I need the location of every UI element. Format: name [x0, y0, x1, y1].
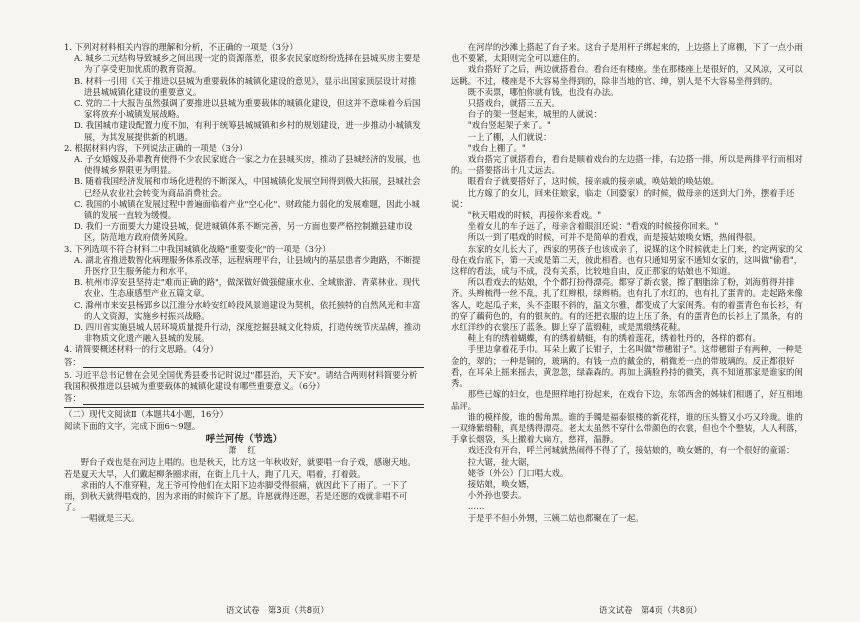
article-paragraph: 手里边拿着花手巾。耳朵上戴了长钳子，土名叫做"带穗钳子"。这带穗钳子有两种，一种是金的，翠的；一种是铜的，玻璃的。有钱一点的戴金的，稍微差一点的带玻璃的。反正都很好看，在耳朵上摇来摇去，黄忽忽，绿森森的。再加上满脸矜持的微笑，真不知道那家是谁家的闺秀。 [451, 344, 803, 389]
q5-stem: 5. 习近平总书记曾在会见全国优秀县委书记时说过"郡县治，天下安"。请结合两则材料简要分析我国积极推进以县城为重要载体的城镇化建设有哪些重要意义。（6分） [64, 369, 418, 392]
left-page-footer: 语文试卷 第3页（共8页） [226, 605, 329, 615]
q4-answer-rule[interactable] [83, 358, 424, 368]
article-paragraph: 一上了棚，人们就说： [467, 131, 552, 142]
article-paragraph: 接姑娘，唤女婿， [467, 478, 535, 489]
q3-option-d: D. 四川省实施县城人居环境质量提升行动，深度挖掘县城文化特质，打造传统节庆品牌，推动非物质文化遗产融入县城的发展。 [74, 322, 421, 344]
q4-stem: 4. 请简要概述材料一的行文思路。（4分） [64, 344, 219, 355]
right-page [451, 42, 807, 524]
article-paragraph: 谁的模样俊，谁的髻角黑。谁的手镯是福泰银楼的新花样，谁的压头簪又小巧又玲珑。谁的一双绛紫缎鞋，真是绣得漂亮。老太太虽然不穿什么带颜色的衣裳，但也个个整装，人人利落，手拿长烟袋，头上撤着大扁方，慈祥，温静。 [451, 411, 803, 445]
right-page-footer: 语文试卷 第4页（共8页） [599, 605, 702, 615]
q5-answer-rule[interactable] [83, 395, 424, 405]
article-paragraph: "秋天唱戏的时候，再接你来看戏。" [467, 210, 602, 221]
article-paragraph: 只搭戏台，就搭三五天。 [467, 98, 560, 109]
q5-answer-line[interactable] [64, 393, 424, 404]
article-paragraph: 既不卖票，哪怕你就有钱，也没有办法。 [467, 86, 619, 97]
article-paragraph: 一唱就是三天。 [80, 513, 140, 524]
article-paragraph: 戏台搭好了之后，两边就搭看台。看台还有楼座。坐在那楼座上是很好的，又风凉，又可以远眺。不过，楼座是不大容易坐得到的，除非当地的官、绅，别人是不大容易坐得到的。 [451, 64, 803, 86]
article-paragraph: 姥爷（外公）门口唱大戏。 [467, 467, 569, 478]
article-paragraph: "戏台竖起架子来了。" [467, 120, 551, 131]
article-paragraph: 求雨的人不准穿鞋，龙王爷可怜他们在太阳下边赤脚受得很痛，就因此下了雨了。一下了雨，到秋天就得唱戏的，因为求雨的时候许下了愿。许愿就得还愿，若是还愿的戏就非唱不可了。 [64, 479, 408, 513]
q2-option-b: B. 随着我国经济发展和市场化进程的不断深入，中国城镇化发展空间得到极大拓展，县城社会已经从农业社会转变为商品消费社会。 [74, 176, 421, 198]
q2-option-d: D. 我们一方面要大力建设县城，促进城镇体系不断完善，另一方面也要严格控制撤县建市设区，防范地方政府债务风险。 [74, 221, 413, 243]
article-paragraph: 野台子戏也是在河边上唱的。也是秋天，比方这一年秋收好，就要唱一台子戏，感谢天地。若是夏天大旱，人们戴起柳条圈求雨，在街上几十人，跑了几天，唱着，打着鼓。 [64, 457, 416, 479]
article-paragraph: 在河岸的沙滩上搭起了台子来。这台子是用杆子绑起来的，上边搭上了席棚，下了一点小雨也不要紧，太阳则完全可以遮住的。 [451, 42, 803, 64]
article-author: 萧 红 [228, 445, 260, 456]
q5-answer-label: 答： [64, 393, 81, 404]
article-paragraph: 所以看戏去的姑娘，个个都打扮得漂亮。都穿了新衣裳，擦了胭脂涂了粉，刘海剪得并排齐。头辫梳得一丝不乱，扎了红辫根，绿辫梢。也有扎了水红的，也有扎了蛋青的。走起路来像客人，吃起瓜子来，头不歪眼不斜的，温文尔雅，都变成了大家闺秀。有的着蛋青色布长衫，有的穿了藕荷色的，有的银灰的。有的还把衣服的边上压了条，有的蛋青色的长衫上了黑条，有的水红洋纱的衣裳压了蓝条。脚上穿了蓝缎鞋，或是黑缎绣花鞋。 [451, 277, 803, 333]
right-article-body [451, 42, 807, 524]
q2-stem: 2. 根据材料内容，下列说法正确的一项是（3分） [64, 142, 248, 153]
article-paragraph: 拉大锯，扯大锯， [467, 456, 535, 467]
q1-option-c: C. 党的二十大报告虽然强调了要推进以县城为重要载体的城镇化建设，但这并不意味着今后国家将放弃小城镇发展战略。 [74, 98, 421, 120]
article-paragraph: 所以一到了唱戏的时候，可并不是简单的看戏，而是接姑娘唤女婿，热闹得很。 [467, 232, 761, 243]
q2-option-c: C. 我国的小城镇在发展过程中普遍面临着产业"空心化"、财政能力弱化的发展难题，因此小城镇的发展一直较为缓慢。 [74, 198, 420, 221]
q1-stem: 1. 下列对材料相关内容的理解和分析，不正确的一项是（3分） [64, 42, 298, 52]
q3-option-a: A. 湖北省推进数智化病理服务体系改革，远程病理平台，让县域内的基层患者少跑路，不断提升医疗卫生服务能力和水平。 [74, 254, 421, 277]
q2-option-a: A. 子女婚嫁及孙辈教育使得不少农民家庭合一家之力在县城买房，推动了县城经济的发展，也使得城乡界限更为明显。 [74, 154, 421, 176]
section-heading: （二）现代文阅读Ⅱ（本题共4小题，16分） [64, 407, 424, 420]
q3-option-c: C. 滁州市来安县杨郢乡以江淮分水岭安红岭段风景道建设为契机，依托独特的自然风光和丰富的人文资源，实施乡村振兴战略。 [74, 299, 421, 321]
q3-stem: 3. 下列选项不符合材料二中我国城镇化战略"重要变化"的一项是（3分） [64, 243, 331, 254]
q1-option-d: D. 我国城市建设配置力度不加，有利于统筹县城城镇和乡村的规划建设，进一步推动小城镇发展，为其发展提供新的机遇。 [74, 120, 421, 142]
article-paragraph: 台子的架一竖起来，城里的人就说： [467, 109, 602, 120]
q3-option-b: B. 杭州市淳安县坚持走"难而正确的路"，做深做好做强健康水业、全域旅游、青菜林业、现代农业、生态康感型产业五篇文章。 [74, 277, 420, 299]
article-paragraph: 比方嫁了的女儿，回来住娘家，临走（回婆家）的时候，做母亲的送到大门外，摆着手还说： [451, 187, 795, 209]
article-paragraph: 小外孙也要去。 [467, 490, 527, 501]
q4-answer-line[interactable] [64, 357, 424, 368]
article-paragraph: 戏还没有开台，呼兰河城就热闹得不得了了，接姑娘的，唤女婿的，有一个很好的童谣： [467, 445, 795, 456]
article-title: 呼兰河传（节选） [205, 433, 283, 445]
article-paragraph: 坐着女儿的车子远了，母亲含着眼泪还说："看戏的时候接你回来。" [467, 221, 719, 232]
article-paragraph: 眼看台子就要搭好了，这时候，接亲戚的接亲戚，唤姑娘的唤姑娘。 [467, 176, 720, 187]
section-instruction: 阅读下面的文字，完成下面6～9题。 [64, 420, 201, 431]
article-paragraph: 于是乎不但小外甥，三姨二姑也都聚在了一起。 [467, 512, 644, 523]
article-paragraph: 鞋上有的绣着蝴蝶，有的绣着蜻蜓，有的绣着莲花，绣着牡丹的，各样的都有。 [467, 333, 761, 344]
q4-answer-label: 答： [64, 356, 81, 367]
article-paragraph: "戏台上棚了。" [467, 142, 526, 153]
article-paragraph: 戏台搭完了就搭看台，看台是顺着戏台的左边搭一排，右边搭一排，所以是两排平行而相对的。一搭要搭出十几丈远去。 [451, 154, 803, 176]
article-paragraph: 东家的女儿长大了，西家的男孩子也该成亲了，说媒的这个时候就走上门来，约定两家的父母在戏台底下，第一天或是第二天，彼此相看。也有只通知男家不通知女家的，这叫做"偷看"，这样的看法，成与不成，没有关系，比较地自由，反正那家的姑娘也不知道。 [451, 243, 803, 277]
article-paragraph: 那些已嫁的妇女，也是照样地打扮起来，在戏台下边，东邻西舍的姊妹们相遇了，好互相地品评。 [451, 389, 803, 411]
q1-option-a: A. 城乡二元结构导致城乡之间出现一定的资源落差，很多农民家庭纷纷选择在县城买房主要是为了享受更加优质的教育资源。 [74, 53, 421, 75]
article-paragraph: …… [467, 501, 485, 512]
left-page [64, 42, 424, 525]
q1-option-b: B. 材料一引用《关于推进以县城为重要载体的城镇化建设的意见》，显示出国家顶层设计对推进县城城镇化建设的重要意义。 [74, 75, 417, 97]
